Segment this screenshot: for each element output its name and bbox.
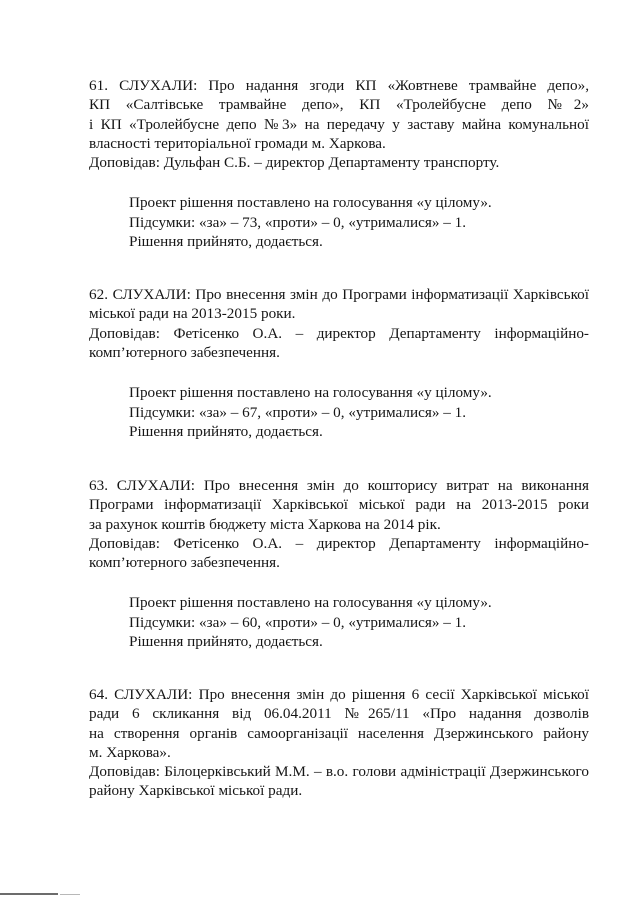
paragraph-line: м. Харкова».	[89, 743, 171, 761]
reporter-line: Доповідав: Фетісенко О.А. – директор Департаменту інформаційно-	[89, 324, 589, 342]
vote-decision: Рішення прийнято, додається.	[129, 233, 323, 251]
vote-result	[129, 383, 589, 442]
vote-result	[129, 193, 589, 252]
paragraph-line: власності територіальної громади м. Харкова.	[89, 134, 386, 152]
agenda-item-64	[89, 685, 589, 801]
reporter-line: комп’ютерного забезпечення.	[89, 343, 280, 361]
paragraph-line: міської ради на 2013-2015 роки.	[89, 305, 296, 323]
paragraph-line: 64. СЛУХАЛИ: Про внесення змін до рішення 6 сесії Харківської міської	[89, 686, 589, 703]
reporter-line: Доповідав: Фетісенко О.А. – директор Департаменту інформаційно-	[89, 534, 589, 552]
paragraph-line: 62. СЛУХАЛИ: Про внесення змін до Програми інформатизації Харківської	[89, 286, 589, 303]
vote-proposal: Проект рішення поставлено на голосування «у цілому».	[129, 594, 492, 612]
vote-decision: Рішення прийнято, додається.	[129, 633, 323, 651]
scan-edge-mark	[60, 894, 80, 895]
agenda-item-62	[89, 285, 589, 442]
paragraph-line: ради 6 скликання від 06.04.2011 №265/11 «Про надання дозволів	[89, 705, 589, 723]
reporter-line: комп’ютерного забезпечення.	[89, 554, 280, 572]
reporter-line: Доповідав: Білоцерківський М.М. – в.о. голови адміністрації Дзержинського	[89, 763, 589, 781]
agenda-item-63	[89, 476, 589, 652]
reporter-line: Доповідав: Дульфан С.Б. – директор Департаменту транспорту.	[89, 154, 500, 172]
paragraph-line: і КП «Тролейбусне депо №3» на передачу у заставу майна комунальної	[89, 115, 589, 133]
heard-paragraph	[89, 685, 589, 801]
paragraph-line: КП «Салтівське трамвайне депо», КП «Тролейбусне депо №2»	[89, 96, 589, 114]
vote-tally: Підсумки: «за» – 67, «проти» – 0, «утрималися» – 1.	[129, 403, 467, 421]
agenda-item-61	[89, 76, 589, 252]
paragraph-line: на створення органів самоорганізації населення Дзержинського району	[89, 724, 589, 742]
vote-tally: Підсумки: «за» – 73, «проти» – 0, «утрималися» – 1.	[129, 213, 467, 231]
paragraph-line: 61. СЛУХАЛИ: Про надання згоди КП «Жовтневе трамвайне депо»,	[89, 77, 589, 94]
paragraph-line: Програми інформатизації Харківської міської ради на 2013-2015 роки	[89, 496, 589, 514]
vote-result	[129, 593, 589, 652]
vote-decision: Рішення прийнято, додається.	[129, 423, 323, 441]
reporter-line: району Харківської міської ради.	[89, 782, 303, 800]
vote-tally: Підсумки: «за» – 60, «проти» – 0, «утрималися» – 1.	[129, 613, 467, 631]
scan-edge-mark	[0, 893, 58, 895]
heard-paragraph	[89, 476, 589, 572]
heard-paragraph	[89, 76, 589, 172]
heard-paragraph	[89, 285, 589, 362]
paragraph-line: 63. СЛУХАЛИ: Про внесення змін до кошторису витрат на виконання	[89, 477, 589, 494]
paragraph-line: за рахунок коштів бюджету міста Харкова на 2014 рік.	[89, 515, 441, 533]
vote-proposal: Проект рішення поставлено на голосування «у цілому».	[129, 194, 492, 212]
vote-proposal: Проект рішення поставлено на голосування «у цілому».	[129, 384, 492, 402]
